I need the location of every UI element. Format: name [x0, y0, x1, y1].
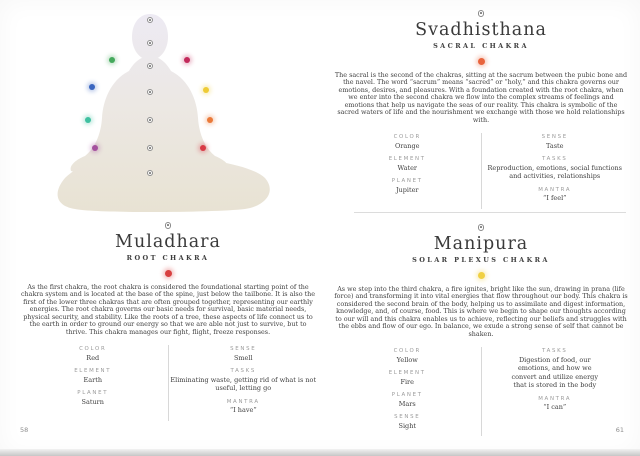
page-number-left: 58	[20, 426, 29, 434]
detail-item	[169, 346, 319, 362]
section-title: Svadhisthana	[415, 19, 547, 40]
detail-value: Saturn	[81, 397, 104, 406]
detail-item	[334, 414, 481, 430]
detail-label: MANTRA	[226, 398, 260, 405]
details-table	[334, 347, 628, 436]
aura-dot-teal	[85, 117, 91, 123]
detail-label: ELEMENT	[388, 156, 426, 163]
detail-item	[334, 178, 481, 194]
chakra-symbol-icon	[478, 224, 485, 231]
details-column-left	[334, 133, 481, 208]
chakra-symbol-icon	[165, 222, 172, 229]
details-column-right	[168, 345, 319, 420]
detail-value: Eliminating waste, getting rid of what is not useful, letting go	[170, 375, 317, 393]
detail-value: Yellow	[396, 355, 418, 364]
detail-label: MANTRA	[538, 395, 572, 402]
section-body: As we step into the third chakra, a fire ignites, bright like the sun, drawing in prana (life force) and transforming it into vital energies that flow throughout our body. This chakra is considered the second brain of the body, helping us to assimilate and digest information, knowledge, and, of course, food. This is where we begin to shape our thoughts according to our will and this chakra enables us to achieve, reflecting our beliefs and struggles with the ebbs and flow of our ego. In balance, we exude a strong sense of self that cannot be shaken.	[334, 284, 628, 338]
detail-label: TASKS	[542, 156, 568, 163]
detail-label: ELEMENT	[388, 370, 426, 377]
detail-value: Water	[397, 163, 418, 172]
detail-item	[334, 156, 481, 172]
section-subtitle: SOLAR PLEXUS CHAKRA	[412, 255, 550, 264]
crown-chakra-marker-icon	[147, 17, 153, 23]
section-subtitle: SACRAL CHAKRA	[433, 41, 529, 50]
aura-dot-crimson	[184, 57, 190, 63]
detail-label: COLOR	[79, 346, 107, 353]
detail-label: COLOR	[393, 134, 421, 141]
svadhisthana-section	[334, 10, 628, 209]
detail-value: Jupiter	[395, 185, 419, 194]
detail-value: “I have”	[229, 406, 257, 415]
aura-dot-green	[109, 57, 115, 63]
detail-value: “I feel”	[543, 194, 567, 203]
detail-item	[18, 368, 168, 384]
heart-chakra-marker-icon	[147, 89, 153, 95]
detail-item	[334, 370, 481, 386]
detail-item	[482, 187, 629, 203]
detail-item	[334, 348, 481, 364]
detail-item	[18, 390, 168, 406]
detail-item	[482, 134, 629, 150]
page-number-right: 61	[615, 426, 624, 434]
details-column-right	[481, 347, 629, 436]
meditating-figure-silhouette	[55, 8, 290, 218]
detail-value: Mars	[398, 399, 416, 408]
section-title: Muladhara	[115, 231, 221, 252]
third-eye-chakra-marker-icon	[147, 40, 153, 46]
detail-label: ELEMENT	[74, 368, 112, 375]
chakra-color-dot	[165, 270, 172, 277]
detail-value: Reproduction, emotions, social functions and activities, relationships	[487, 163, 623, 181]
muladhara-section	[18, 222, 318, 421]
sacral-chakra-marker-icon	[147, 145, 153, 151]
detail-label: COLOR	[393, 348, 421, 355]
detail-value: Red	[86, 353, 100, 362]
aura-dot-blue	[89, 84, 95, 90]
detail-item	[482, 348, 629, 389]
section-divider	[354, 212, 626, 213]
right-page	[320, 0, 640, 456]
detail-item	[18, 346, 168, 362]
detail-label: TASKS	[230, 368, 256, 375]
detail-label: MANTRA	[538, 186, 572, 193]
detail-value: Sight	[398, 421, 416, 430]
detail-value: Orange	[394, 141, 420, 150]
detail-item	[482, 156, 629, 180]
section-subtitle: ROOT CHAKRA	[126, 253, 210, 262]
detail-item	[169, 399, 319, 415]
detail-value: Smell	[233, 353, 253, 362]
section-body: The sacral is the second of the chakras, sitting at the sacrum between the pubic bone and the navel. The word “sacrum” means “sacred” or “holy,” and this chakra governs our emotions, desires, and pleasures. With a foundation created with the root chakra, when we enter into the second chakra we flow into the complex streams of feelings and emotions that help us navigate the seas of our reality. This chakra is symbolic of the sacred waters of life and the nourishment we exchange with those we hold relationships with.	[334, 70, 628, 124]
meditating-figure	[55, 8, 290, 218]
detail-label: PLANET	[391, 392, 423, 399]
chakra-color-dot	[478, 272, 485, 279]
aura-dot-red	[200, 145, 206, 151]
detail-item	[169, 368, 319, 392]
detail-value: Taste	[545, 141, 564, 150]
detail-label: PLANET	[391, 178, 423, 185]
detail-value: “I can”	[543, 403, 567, 412]
throat-chakra-marker-icon	[147, 63, 153, 69]
detail-item	[334, 134, 481, 150]
details-table	[18, 345, 318, 420]
details-column-right	[481, 133, 629, 208]
solar-plexus-chakra-marker-icon	[147, 117, 153, 123]
detail-label: SENSE	[541, 134, 568, 141]
section-body: As the first chakra, the root chakra is considered the foundational starting point of the chakra system and is located at the base of the spine, just below the tailbone. It is also the first of the lower three chakras that are often grouped together, representing our earthly energies. The root chakra governs our basic needs for survival, basic material needs, physical security, and stability. Like the roots of a tree, these aspects of life connect us to the earth in order to ground our energy so that we are able not just to survive, but to thrive. This chakra manages our fight, flight, freeze responses.	[20, 282, 316, 336]
manipura-section	[334, 224, 628, 436]
section-title: Manipura	[433, 233, 529, 254]
detail-value: Digestion of food, our emotions, and how we convert and utilize energy that is stored in the body	[511, 355, 599, 390]
details-column-left	[18, 345, 168, 420]
root-chakra-marker-icon	[147, 170, 153, 176]
detail-label: SENSE	[394, 414, 421, 421]
detail-item	[482, 396, 629, 412]
detail-label: PLANET	[77, 390, 109, 397]
detail-value: Fire	[400, 377, 415, 386]
detail-value: Earth	[83, 375, 103, 384]
aura-dot-orange	[207, 117, 213, 123]
chakra-symbol-icon	[478, 10, 485, 17]
details-table	[334, 133, 628, 208]
detail-label: TASKS	[542, 348, 568, 355]
page-bottom-edge	[0, 449, 640, 456]
detail-label: SENSE	[230, 346, 257, 353]
aura-dot-yellow	[203, 87, 209, 93]
details-column-left	[334, 347, 481, 436]
detail-item	[334, 392, 481, 408]
chakra-color-dot	[478, 58, 485, 65]
aura-dot-purple	[92, 145, 98, 151]
